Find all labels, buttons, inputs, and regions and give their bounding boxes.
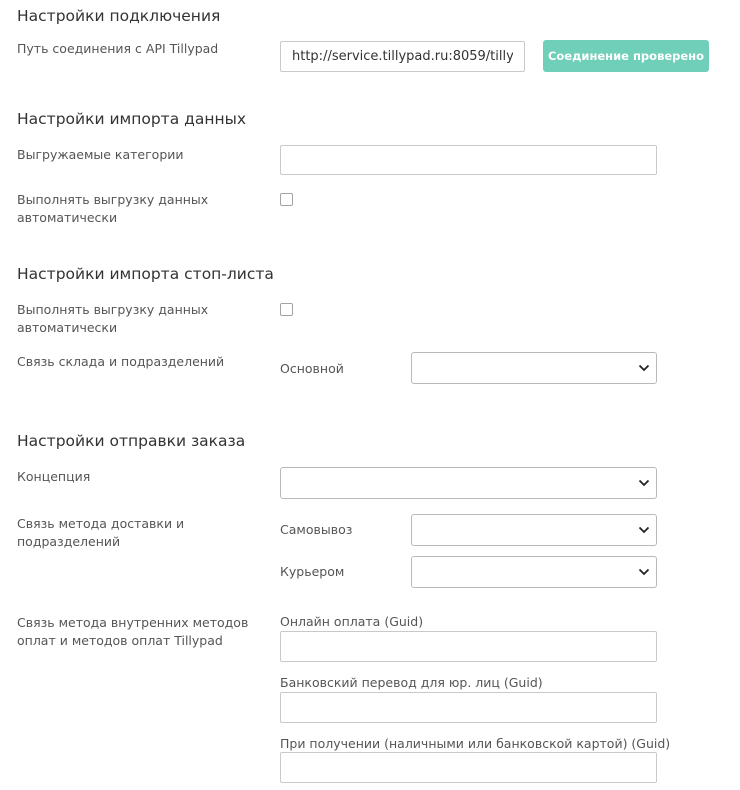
chevron-down-icon bbox=[638, 568, 650, 576]
import-auto-export-checkbox[interactable] bbox=[280, 193, 293, 206]
courier-label: Курьером bbox=[280, 564, 345, 579]
chevron-down-icon bbox=[638, 526, 650, 534]
cash-on-receipt-label: При получении (наличными или банковской картой) (Guid) bbox=[280, 736, 671, 751]
main-division-select[interactable] bbox=[411, 352, 657, 384]
connection-heading: Настройки подключения bbox=[17, 7, 221, 25]
cash-on-receipt-guid-input[interactable] bbox=[280, 752, 657, 783]
stoplist-heading: Настройки импорта стоп-листа bbox=[17, 265, 274, 283]
chevron-down-icon bbox=[638, 364, 650, 372]
bank-transfer-label: Банковский перевод для юр. лиц (Guid) bbox=[280, 675, 543, 690]
concept-label: Концепция bbox=[17, 469, 91, 484]
concept-select[interactable] bbox=[280, 467, 657, 499]
stoplist-auto-export-checkbox[interactable] bbox=[280, 303, 293, 316]
stoplist-auto-export-label: Выполнять выгрузку данных автоматически bbox=[17, 302, 209, 335]
bank-transfer-guid-input[interactable] bbox=[280, 692, 657, 723]
connection-checked-button[interactable]: Соединение проверено bbox=[543, 40, 709, 72]
import-auto-export-label: Выполнять выгрузку данных автоматически bbox=[17, 192, 209, 225]
courier-select[interactable] bbox=[411, 556, 657, 588]
online-payment-guid-input[interactable] bbox=[280, 631, 657, 662]
pickup-label: Самовывоз bbox=[280, 522, 353, 537]
api-path-input[interactable] bbox=[280, 41, 525, 72]
main-division-label: Основной bbox=[280, 361, 344, 376]
categories-label: Выгружаемые категории bbox=[17, 147, 184, 162]
pickup-select[interactable] bbox=[411, 514, 657, 546]
import-heading: Настройки импорта данных bbox=[17, 110, 247, 128]
chevron-down-icon bbox=[638, 479, 650, 487]
warehouse-link-label: Связь склада и подразделений bbox=[17, 354, 225, 369]
order-heading: Настройки отправки заказа bbox=[17, 432, 246, 450]
online-payment-label: Онлайн оплата (Guid) bbox=[280, 614, 424, 629]
payment-link-label: Связь метода внутренних методов оплат и методов оплат Tillypad bbox=[17, 615, 249, 648]
categories-input[interactable] bbox=[280, 145, 657, 175]
delivery-link-label: Связь метода доставки и подразделений bbox=[17, 516, 185, 549]
api-path-label: Путь соединения с API Tillypad bbox=[17, 41, 219, 56]
